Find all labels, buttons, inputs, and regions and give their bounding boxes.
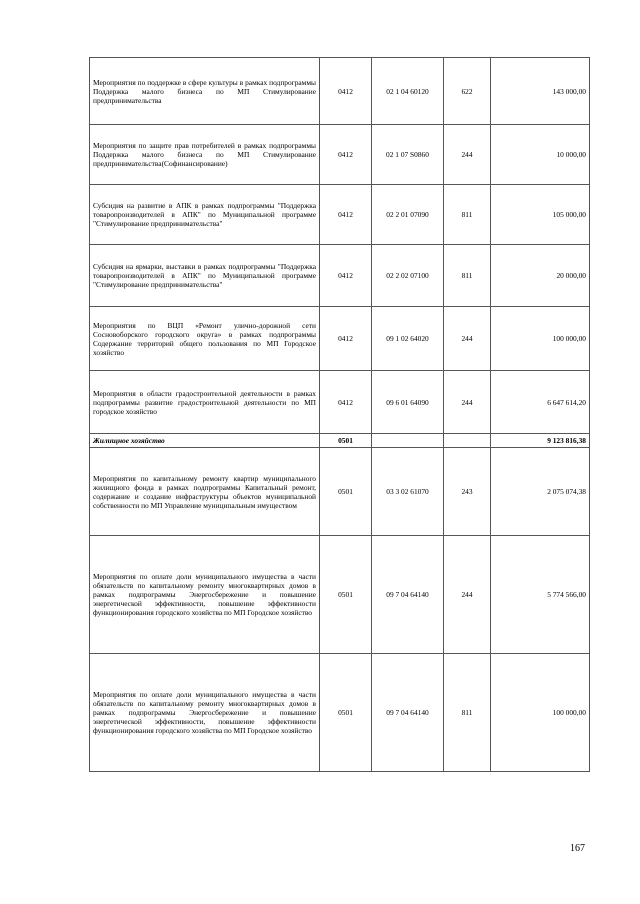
table-row: [90, 185, 590, 245]
table-row: [90, 536, 590, 654]
row-description: Мероприятия по оплате доли муниципального имущества в части обязательств по капитальному ремонту многоквартирных домов в рамках подпрограммы Энергосбережение и повышение энергетической эффективности, повышение эффективности функционирования городского хозяйства по МП Городское хозяйство: [90, 654, 320, 772]
row-expense-kind: 244: [444, 307, 491, 371]
row-amount: 5 774 566,00: [491, 536, 590, 654]
row-amount: 105 000,00: [491, 185, 590, 245]
row-amount: 10 000,00: [491, 125, 590, 185]
row-amount: 9 123 816,38: [491, 434, 590, 448]
row-expense-kind: 811: [444, 185, 491, 245]
row-expense-kind: 243: [444, 448, 491, 536]
table-row: [90, 58, 590, 125]
row-section-code: 0501: [320, 536, 372, 654]
table-row-section-total: [90, 434, 590, 448]
row-description: Мероприятия по защите прав потребителей в рамках подпрограммы Поддержка малого бизнеса по МП Стимулирование предпринимательства(Софинансирование): [90, 125, 320, 185]
table-row: [90, 125, 590, 185]
row-section-code: 0501: [320, 434, 372, 448]
row-target-code: [372, 434, 444, 448]
row-target-code: 02 2 02 07100: [372, 245, 444, 307]
row-description: Мероприятия по капитальному ремонту квартир муниципального жилищного фонда в рамках подпрограммы Капитальный ремонт, содержание и создание инфраструктуры объектов муниципальной собственности по МП Управление муниципальным имуществом: [90, 448, 320, 536]
table-row: [90, 448, 590, 536]
row-target-code: 02 2 01 07090: [372, 185, 444, 245]
row-section-code: 0412: [320, 371, 372, 434]
row-expense-kind: 244: [444, 125, 491, 185]
row-amount: 6 647 614,20: [491, 371, 590, 434]
page-number: 167: [570, 843, 585, 854]
row-amount: 100 000,00: [491, 307, 590, 371]
row-target-code: 03 3 02 61070: [372, 448, 444, 536]
row-target-code: 09 7 04 64140: [372, 536, 444, 654]
row-description: Мероприятия по ВЦП «Ремонт улично-дорожной сети Сосновоборского городского округа» в рамках подпрограммы Содержание территорий общего пользования по МП Городское хозяйство: [90, 307, 320, 371]
row-section-code: 0412: [320, 307, 372, 371]
row-section-code: 0501: [320, 654, 372, 772]
row-expense-kind: 244: [444, 536, 491, 654]
row-section-code: 0501: [320, 448, 372, 536]
row-section-code: 0412: [320, 185, 372, 245]
row-description: Мероприятия по поддержке в сфере культуры в рамках подпрограммы Поддержка малого бизнеса по МП Стимулирование предпринимательства: [90, 58, 320, 125]
row-expense-kind: 622: [444, 58, 491, 125]
row-amount: 143 000,00: [491, 58, 590, 125]
row-target-code: 09 7 04 64140: [372, 654, 444, 772]
table-row: [90, 371, 590, 434]
row-description: Субсидия на развитие в АПК в рамках подпрограммы "Поддержка товаропроизводителей в АПК" по Муниципальной программе "Стимулирование предпринимательства": [90, 185, 320, 245]
row-target-code: 02 1 04 60120: [372, 58, 444, 125]
table-row: [90, 307, 590, 371]
row-section-code: 0412: [320, 245, 372, 307]
row-amount: 2 075 074,38: [491, 448, 590, 536]
row-description: Мероприятия по оплате доли муниципального имущества в части обязательств по капитальному ремонту многоквартирных домов в рамках подпрограммы Энергосбережение и повышение энергетической эффективности, повышение эффективности функционирования городского хозяйства по МП Городское хозяйство: [90, 536, 320, 654]
row-expense-kind: 811: [444, 654, 491, 772]
row-description: Субсидия на ярмарки, выставки в рамках подпрограммы "Поддержка товаропроизводителей в АПК" по Муниципальной программе "Стимулирование предпринимательства": [90, 245, 320, 307]
row-amount: 20 000,00: [491, 245, 590, 307]
row-section-code: 0412: [320, 125, 372, 185]
row-expense-kind: [444, 434, 491, 448]
table-row: [90, 245, 590, 307]
budget-table: [89, 57, 590, 772]
row-expense-kind: 811: [444, 245, 491, 307]
row-expense-kind: 244: [444, 371, 491, 434]
row-target-code: 02 1 07 S0860: [372, 125, 444, 185]
row-description: Мероприятия в области градостроительной деятельности в рамках подпрограммы развитие градостроительной деятельности по МП городское хозяйство: [90, 371, 320, 434]
row-description: Жилищное хозяйство: [90, 434, 320, 448]
row-target-code: 09 6 01 64090: [372, 371, 444, 434]
row-target-code: 09 1 02 64020: [372, 307, 444, 371]
table-row: [90, 654, 590, 772]
row-amount: 100 000,00: [491, 654, 590, 772]
row-section-code: 0412: [320, 58, 372, 125]
